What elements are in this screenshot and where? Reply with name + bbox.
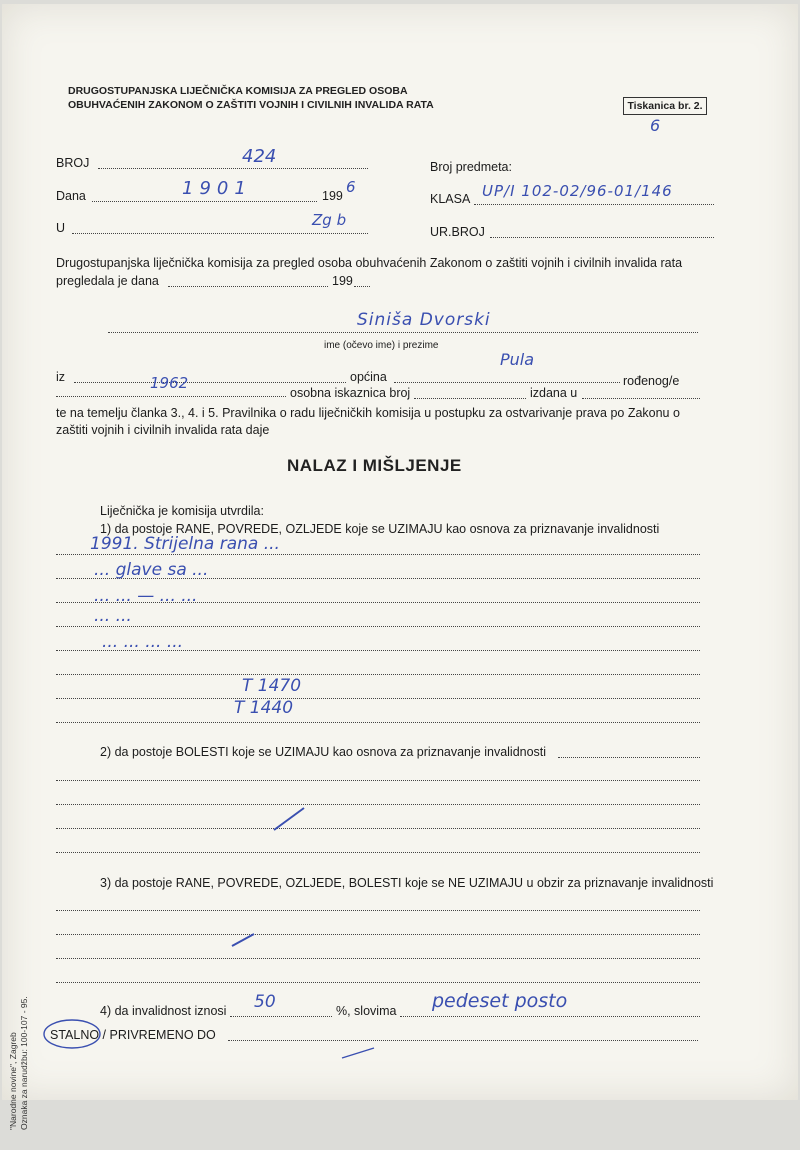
u-value: Zg b bbox=[312, 211, 347, 229]
diagnosis-line: ... glave sa ... bbox=[94, 560, 209, 580]
zastiti-line: zaštiti vojnih i civilnih invalida rata daje bbox=[56, 423, 270, 437]
opcina-label: općina bbox=[350, 370, 387, 384]
year-value: 6 bbox=[346, 178, 356, 196]
birth-year: 1962 bbox=[150, 374, 189, 392]
code-line: T 1470 bbox=[242, 676, 302, 696]
u-label: U bbox=[56, 221, 66, 235]
broj-predmeta-label: Broj predmeta: bbox=[430, 160, 512, 174]
form-number-box: Tiskanica br. 2. bbox=[623, 97, 707, 115]
pen-marks bbox=[2, 4, 798, 1100]
temelj-line: te na temelju članka 3., 4. i 5. Pravilnika o radu liječničkih komisija u postupku za ostvarivanje prava po Zakonu o bbox=[56, 406, 680, 420]
printer-line-1: "Narodne novine", Zagreb bbox=[8, 1032, 18, 1130]
intro-line-1: Drugostupanjska liječnička komisija za pregled osoba obuhvaćenih Zakonom o zaštiti vojnih i civilnih invalida rata bbox=[56, 256, 683, 270]
dana-value: 1901 bbox=[182, 178, 252, 199]
diagnosis-line: ... ... — ... ... bbox=[94, 586, 198, 606]
printer-line-2: Oznaka za narudžbu: 100-107 - 95. bbox=[19, 996, 29, 1130]
dana-label: Dana bbox=[56, 189, 86, 203]
intro-line-2-b: 199 bbox=[332, 274, 353, 288]
item-1-text: 1) da postoje RANE, POVREDE, OZLJEDE koje se UZIMAJU kao osnova za priznavanje invalidnosti bbox=[100, 522, 660, 536]
osobna-label: osobna iskaznica broj bbox=[290, 386, 411, 400]
broj-label: BROJ bbox=[56, 156, 90, 170]
stalno-circle bbox=[44, 1020, 100, 1048]
code-line: T 1440 bbox=[234, 698, 294, 718]
percent-label: %, slovima bbox=[336, 1004, 397, 1018]
izdana-label: izdana u bbox=[530, 386, 578, 400]
diagnosis-line: 1991. Strijelna rana ... bbox=[90, 534, 280, 554]
stalno-privremeno: STALNO / PRIVREMENO DO bbox=[50, 1028, 216, 1042]
item-3-dash bbox=[232, 934, 254, 946]
intro-line-2-a: pregledala je dana bbox=[56, 274, 159, 288]
item-2-dash bbox=[274, 808, 304, 830]
name-caption: ime (očevo ime) i prezime bbox=[324, 340, 439, 351]
broj-value: 424 bbox=[242, 146, 277, 167]
urbroj-label: UR.BROJ bbox=[430, 225, 485, 239]
header-line-2: OBUHVAĆENIH ZAKONOM O ZAŠTITI VOJNIH I CIVILNIH INVALIDA RATA bbox=[68, 99, 434, 111]
year-prefix: 199 bbox=[322, 189, 343, 203]
iz-label: iz bbox=[56, 370, 66, 384]
stray-stroke bbox=[342, 1048, 374, 1058]
klasa-label: KLASA bbox=[430, 192, 471, 206]
item-3-text: 3) da postoje RANE, POVREDE, OZLJEDE, BOLESTI koje se NE UZIMAJU u obzir za priznavanje invalidnosti bbox=[100, 876, 714, 890]
diagnosis-line: ... ... bbox=[94, 606, 132, 626]
diagnosis-line: ... ... ... ... bbox=[102, 632, 184, 652]
header-line-1: DRUGOSTUPANJSKA LIJEČNIČKA KOMISIJA ZA PREGLED OSOBA bbox=[68, 85, 408, 97]
item-4-text: 4) da invalidnost iznosi bbox=[100, 1004, 227, 1018]
klasa-value: UP/I 102-02/96-01/146 bbox=[482, 182, 673, 200]
item-2-text: 2) da postoje BOLESTI koje se UZIMAJU kao osnova za priznavanje invalidnosti bbox=[100, 745, 547, 759]
utvrdila-text: Liječnička je komisija utvrdila: bbox=[100, 504, 264, 518]
person-name: Siniša Dvorski bbox=[357, 310, 491, 330]
opcina-value: Pula bbox=[500, 350, 535, 369]
rodenog-label: rođenog/e bbox=[623, 374, 680, 388]
form-page bbox=[2, 4, 798, 1130]
percent-value: 50 bbox=[254, 992, 276, 1012]
document-title: NALAZ I MIŠLJENJE bbox=[287, 456, 462, 475]
form-number-handwritten: 6 bbox=[650, 116, 661, 135]
percent-words: pedeset posto bbox=[432, 990, 568, 1012]
